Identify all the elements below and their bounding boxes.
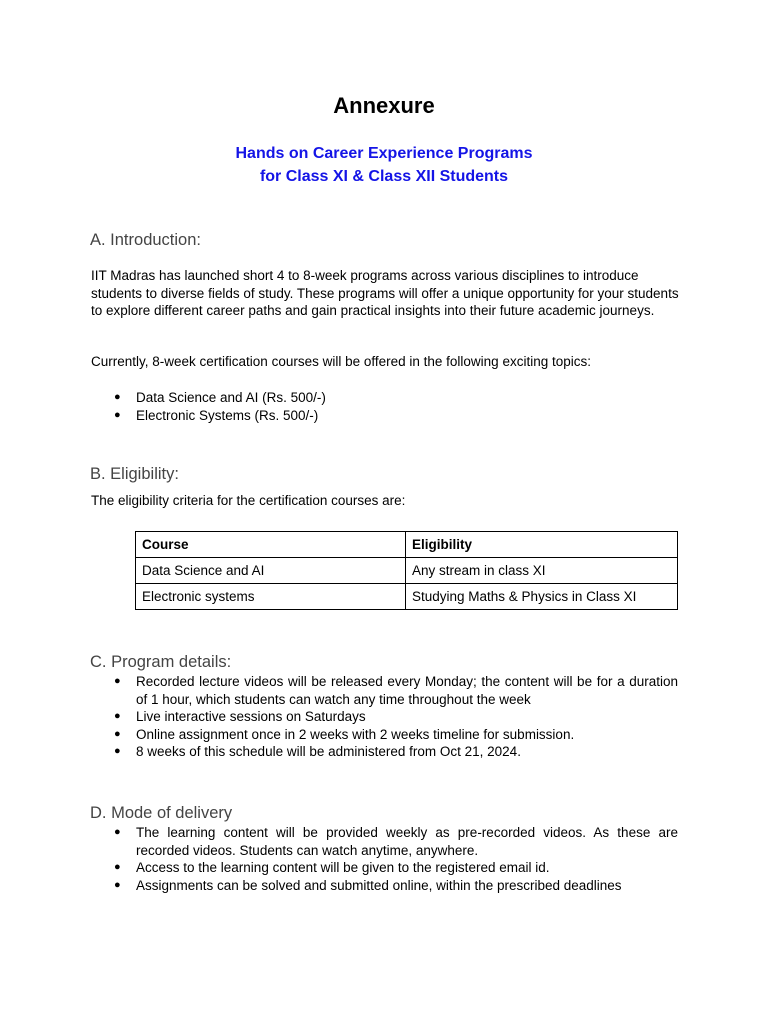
bullet-icon: ● [114,878,121,891]
table-row [136,584,678,610]
program-heading: C. Program details: [90,653,232,671]
list-item: ● Assignments can be solved and submitted online, within the prescribed deadlines [114,877,622,893]
program-list [112,673,678,761]
list-item: ● Recorded lecture videos will be released every Monday; the content will be for a duration of 1 hour, which students can watch any time throughout the week [114,674,678,707]
intro-topics-lead: Currently, 8-week certification courses will be offered in the following exciting topics: [91,354,591,369]
bullet-icon: ● [114,745,121,757]
list-item: ● Online assignment once in 2 weeks with 2 weeks timeline for submission. [114,726,575,742]
eligibility-heading: B. Eligibility: [90,465,179,483]
list-item: ● Access to the learning content will be given to the registered email id. [114,860,550,875]
eligibility-paragraph: The eligibility criteria for the certification courses are: [91,493,406,508]
table-cell: Electronic systems [136,584,406,610]
bullet-icon: ● [114,675,121,687]
page-subtitle [0,142,768,188]
list-item: ● 8 weeks of this schedule will be administered from Oct 21, 2024. [114,744,521,759]
list-item: ● Electronic Systems (Rs. 500/-) [114,407,319,423]
list-item: ● The learning content will be provided weekly as pre-recorded videos. As these are recorded videos. Students can watch anytime, anywhere. [114,825,678,858]
table-row [136,558,678,584]
delivery-list [112,824,678,894]
table-cell: Data Science and AI [136,558,406,584]
bullet-icon: ● [114,408,121,421]
delivery-heading: D. Mode of delivery [90,804,233,822]
page-title: Annexure [333,93,435,118]
intro-heading: A. Introduction: [90,231,201,249]
table-header-row [136,532,678,558]
table-cell: Studying Maths & Physics in Class XI [406,584,678,610]
list-item: ● Live interactive sessions on Saturdays [114,709,366,724]
subtitle-line-1: Hands on Career Experience Programs [235,145,533,162]
table-header-course: Course [136,532,406,558]
bullet-icon: ● [114,727,121,740]
topics-list [112,389,678,424]
table-header-eligibility: Eligibility [406,532,678,558]
list-item: ● Data Science and AI (Rs. 500/-) [114,390,326,405]
bullet-icon: ● [114,391,121,403]
eligibility-table [135,531,678,610]
bullet-icon: ● [114,861,121,873]
bullet-icon: ● [114,710,121,722]
subtitle-line-2: for Class XI & Class XII Students [259,168,509,185]
table-cell: Any stream in class XI [406,558,678,584]
intro-paragraph: IIT Madras has launched short 4 to 8-week programs across various disciplines to introduce students to diverse fields of study. These programs will offer a unique opportunity for your students to explore different career paths and gain practical insights into their future academic journeys. [91,268,679,318]
bullet-icon: ● [114,826,121,838]
